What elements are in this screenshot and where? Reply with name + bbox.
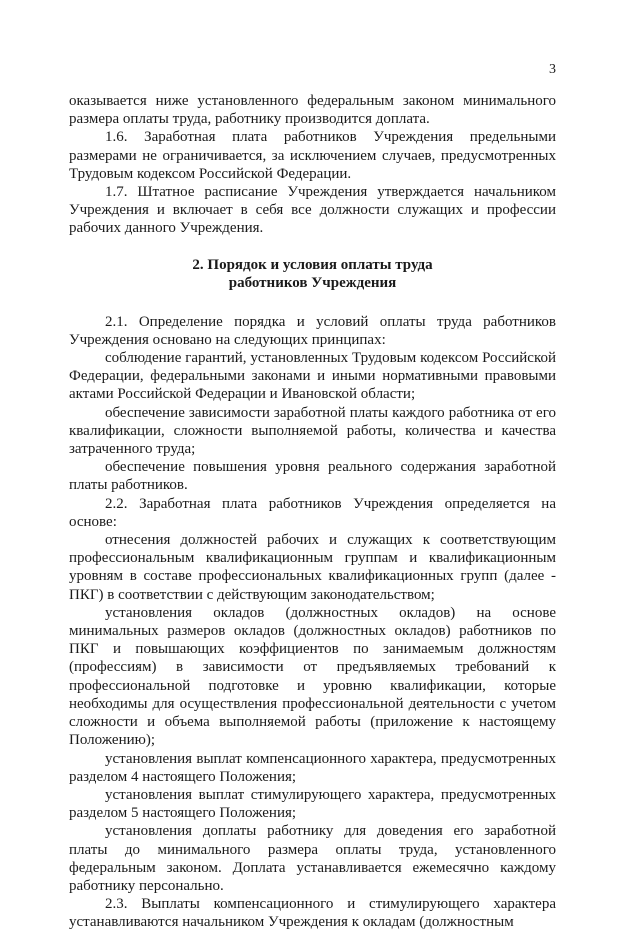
page-number: 3 (549, 62, 556, 77)
paragraph-continuation: оказывается ниже установленного федеральным законом минимального размера оплаты труда, работнику производится доплата. (69, 93, 556, 128)
document-body (69, 92, 556, 932)
principle-dependency: обеспечение зависимости заработной платы каждого работника от его квалификации, сложности выполняемой работы, количества и качества затраченного труда; (69, 404, 556, 458)
basis-compensation: установления выплат компенсационного характера, предусмотренных разделом 4 настоящего Положения; (69, 750, 556, 785)
paragraph-2-1: 2.1. Определение порядка и условий оплаты труда работников Учреждения основано на следующих принципах: (69, 313, 556, 348)
section-heading-line-2: работников Учреждения (228, 275, 397, 292)
basis-salaries: установления окладов (должностных окладов) на основе минимальных размеров окладов (должностных окладов) работников по ПКГ и повышающих коэффициентов по занимаемым должностям (профессиям) в зависимости от предъявляемых требований к профессиональной подготовке и уровню квалификации, которые необходимы для осуществления профессиональной деятельности с учетом сложности и объема выполняемой работы (приложение к настоящему Положению); (69, 604, 556, 749)
section-heading (69, 256, 556, 293)
section-heading-line-1: 2. Порядок и условия оплаты труда (192, 256, 433, 273)
basis-minimum-wage: установления доплаты работнику для доведения его заработной платы до минимального размера оплаты труда, установленного федеральным законом. Доплата устанавливается ежемесячно каждому работнику персонально. (69, 823, 556, 894)
basis-incentive: установления выплат стимулирующего характера, предусмотренных разделом 5 настоящего Положения; (69, 786, 556, 822)
paragraph-2-2: 2.2. Заработная плата работников Учреждения определяется на основе: (69, 495, 556, 530)
principle-guarantees: соблюдение гарантий, установленных Трудовым кодексом Российской Федерации, федеральными законами и иными нормативными правовыми актами Российской Федерации и Ивановской области; (69, 350, 556, 403)
paragraph-1-6: 1.6. Заработная плата работников Учреждения предельными размерами не ограничивается, за исключением случаев, предусмотренных Трудовым кодексом Российской Федерации. (69, 129, 556, 182)
basis-pkg: отнесения должностей рабочих и служащих к соответствующим профессиональным квалификационным группам и квалификационным уровням в составе профессиональных квалификационных групп (далее - ПКГ) в соответствии с действующим законодательством; (69, 532, 556, 603)
paragraph-1-7: 1.7. Штатное расписание Учреждения утверждается начальником Учреждения и включает в себя все должности служащих и профессии рабочих данного Учреждения. (69, 184, 556, 237)
principle-real-wage: обеспечение повышения уровня реального содержания заработной платы работников. (69, 459, 556, 494)
paragraph-2-3: 2.3. Выплаты компенсационного и стимулирующего характера устанавливаются начальником Учреждения к окладам (должностным (69, 896, 556, 931)
